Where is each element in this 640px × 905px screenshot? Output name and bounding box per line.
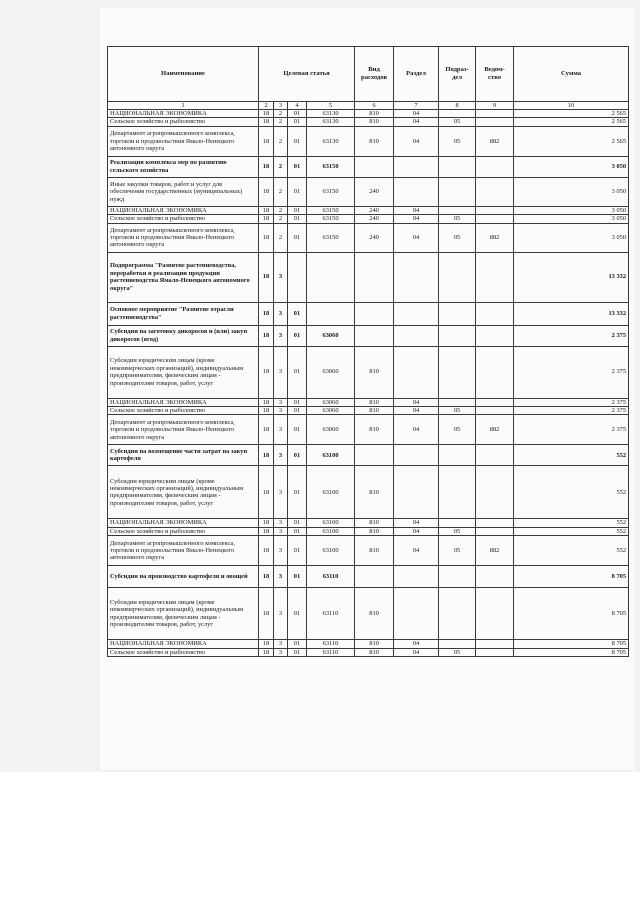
cell-section: 04 [394, 527, 439, 535]
cell-code-direction: 63110 [307, 588, 355, 640]
cell-code-subprogram: 2 [274, 156, 288, 177]
cell-row-name: НАЦИОНАЛЬНАЯ ЭКОНОМИКА [108, 206, 259, 214]
cell-subsection: 05 [439, 118, 476, 126]
cell-code-program: 18 [259, 156, 274, 177]
cell-subsection [439, 588, 476, 640]
cell-department: 882 [476, 126, 514, 156]
cell-department [476, 466, 514, 519]
cell-code-direction: 63150 [307, 223, 355, 252]
cell-code-event: 01 [288, 398, 307, 406]
cell-department [476, 252, 514, 302]
cell-subsection [439, 519, 476, 527]
table-row [108, 223, 629, 252]
cell-code-subprogram: 3 [274, 527, 288, 535]
cell-code-event: 01 [288, 177, 307, 206]
cell-expense-type: 810 [355, 536, 394, 566]
cell-section [394, 302, 439, 325]
cell-department: 882 [476, 536, 514, 566]
cell-sum: 13 332 [514, 302, 629, 325]
cell-sum: 2 565 [514, 118, 629, 126]
cell-department [476, 156, 514, 177]
table-row [108, 415, 629, 445]
cell-sum: 2 565 [514, 110, 629, 118]
cell-section: 04 [394, 407, 439, 415]
cell-section: 04 [394, 536, 439, 566]
cell-expense-type: 810 [355, 415, 394, 445]
cell-code-direction: 63150 [307, 206, 355, 214]
cell-row-name: Департамент агропромышленного комплекса, торговли и продовольствия Ямало-Ненецкого автономного округа [108, 126, 259, 156]
cell-department: 882 [476, 223, 514, 252]
cell-code-subprogram: 2 [274, 206, 288, 214]
cell-code-program: 18 [259, 445, 274, 466]
table-row [108, 398, 629, 406]
cell-row-name: НАЦИОНАЛЬНАЯ ЭКОНОМИКА [108, 519, 259, 527]
cell-row-name: Сельское хозяйство и рыболовство [108, 648, 259, 656]
cell-code-program: 18 [259, 566, 274, 588]
cell-row-name: Подпрограмма "Развитие растениеводства, переработки и реализации продукции растениеводства Ямало-Ненецкого автономного округа" [108, 252, 259, 302]
table-row [108, 588, 629, 640]
cell-code-program: 18 [259, 407, 274, 415]
cell-code-direction: 63130 [307, 118, 355, 126]
cell-code-event: 01 [288, 156, 307, 177]
cell-code-event: 01 [288, 325, 307, 346]
cell-code-direction [307, 252, 355, 302]
cell-code-subprogram: 3 [274, 445, 288, 466]
cell-expense-type [355, 252, 394, 302]
cell-row-name: Сельское хозяйство и рыболовство [108, 215, 259, 223]
cell-code-program: 18 [259, 536, 274, 566]
cell-code-event: 01 [288, 302, 307, 325]
cell-row-name: Департамент агропромышленного комплекса, торговли и продовольствия Ямало-Ненецкого автономного округа [108, 415, 259, 445]
cell-sum: 552 [514, 445, 629, 466]
header-row [108, 47, 629, 102]
cell-department [476, 588, 514, 640]
cell-row-name: НАЦИОНАЛЬНАЯ ЭКОНОМИКА [108, 640, 259, 648]
cell-subsection [439, 398, 476, 406]
header-section: Раздел [394, 47, 439, 102]
cell-sum: 13 332 [514, 252, 629, 302]
cell-subsection [439, 445, 476, 466]
cell-row-name: Субсидии на заготовку дикоросов и (или) закуп дикоросов (ягод) [108, 325, 259, 346]
cell-subsection: 05 [439, 648, 476, 656]
cell-code-direction: 63100 [307, 519, 355, 527]
cell-code-event: 01 [288, 640, 307, 648]
cell-code-subprogram: 3 [274, 466, 288, 519]
cell-department: 882 [476, 415, 514, 445]
cell-sum: 2 375 [514, 415, 629, 445]
cell-department [476, 407, 514, 415]
cell-code-direction: 63150 [307, 215, 355, 223]
cell-sum: 3 050 [514, 223, 629, 252]
cell-row-name: НАЦИОНАЛЬНАЯ ЭКОНОМИКА [108, 110, 259, 118]
table-row [108, 640, 629, 648]
cell-code-direction: 63110 [307, 648, 355, 656]
cell-row-name: Сельское хозяйство и рыболовство [108, 118, 259, 126]
cell-code-subprogram: 3 [274, 648, 288, 656]
cell-expense-type [355, 445, 394, 466]
table-row [108, 118, 629, 126]
cell-row-name: Сельское хозяйство и рыболовство [108, 407, 259, 415]
cell-code-subprogram: 2 [274, 126, 288, 156]
cell-section [394, 177, 439, 206]
table-row [108, 156, 629, 177]
cell-subsection: 05 [439, 223, 476, 252]
cell-subsection [439, 325, 476, 346]
column-number: 3 [274, 102, 288, 110]
column-number: 8 [439, 102, 476, 110]
cell-code-event: 01 [288, 519, 307, 527]
cell-section [394, 588, 439, 640]
cell-sum: 3 050 [514, 156, 629, 177]
cell-section: 04 [394, 223, 439, 252]
header-department: Ведом-ство [476, 47, 514, 102]
cell-section [394, 252, 439, 302]
cell-code-event: 01 [288, 223, 307, 252]
cell-code-program: 18 [259, 648, 274, 656]
cell-sum: 2 375 [514, 407, 629, 415]
cell-code-direction: 63060 [307, 346, 355, 398]
cell-section [394, 156, 439, 177]
cell-code-program: 18 [259, 588, 274, 640]
column-number-row [108, 102, 629, 110]
cell-code-event: 01 [288, 648, 307, 656]
column-number: 7 [394, 102, 439, 110]
cell-code-subprogram: 3 [274, 407, 288, 415]
cell-expense-type: 240 [355, 206, 394, 214]
cell-code-program: 18 [259, 110, 274, 118]
cell-code-subprogram: 3 [274, 302, 288, 325]
cell-code-direction: 63060 [307, 407, 355, 415]
cell-section [394, 346, 439, 398]
cell-row-name: Субсидии на производство картофеля и овощей [108, 566, 259, 588]
table-row [108, 536, 629, 566]
cell-code-subprogram: 3 [274, 519, 288, 527]
budget-table [107, 46, 629, 657]
cell-code-program: 18 [259, 126, 274, 156]
cell-code-direction: 63130 [307, 126, 355, 156]
cell-section [394, 566, 439, 588]
cell-code-subprogram: 3 [274, 588, 288, 640]
cell-row-name: Департамент агропромышленного комплекса, торговли и продовольствия Ямало-Ненецкого автономного округа [108, 223, 259, 252]
cell-expense-type: 810 [355, 346, 394, 398]
cell-expense-type [355, 302, 394, 325]
cell-row-name: Иные закупки товаров, работ и услуг для обеспечения государственных (муниципальных) нужд [108, 177, 259, 206]
column-number: 1 [108, 102, 259, 110]
cell-expense-type: 810 [355, 648, 394, 656]
table-row [108, 519, 629, 527]
cell-row-name: НАЦИОНАЛЬНАЯ ЭКОНОМИКА [108, 398, 259, 406]
table-row [108, 566, 629, 588]
cell-code-direction: 63150 [307, 177, 355, 206]
cell-sum: 552 [514, 536, 629, 566]
cell-code-program: 18 [259, 325, 274, 346]
cell-expense-type: 810 [355, 640, 394, 648]
cell-expense-type: 810 [355, 466, 394, 519]
cell-code-direction: 63100 [307, 445, 355, 466]
cell-code-program: 18 [259, 206, 274, 214]
cell-department [476, 110, 514, 118]
cell-department [476, 398, 514, 406]
cell-section [394, 325, 439, 346]
cell-department [476, 118, 514, 126]
cell-code-direction: 63100 [307, 527, 355, 535]
cell-code-direction: 63060 [307, 398, 355, 406]
cell-code-program: 18 [259, 466, 274, 519]
cell-sum: 2 375 [514, 346, 629, 398]
table-row [108, 206, 629, 214]
cell-code-subprogram: 2 [274, 177, 288, 206]
cell-code-program: 18 [259, 223, 274, 252]
cell-section: 04 [394, 118, 439, 126]
cell-code-program: 18 [259, 302, 274, 325]
cell-expense-type: 810 [355, 407, 394, 415]
cell-section: 04 [394, 519, 439, 527]
cell-code-program: 18 [259, 118, 274, 126]
cell-code-subprogram: 3 [274, 398, 288, 406]
table-body [108, 110, 629, 657]
table-row [108, 346, 629, 398]
table-row [108, 215, 629, 223]
cell-subsection: 05 [439, 407, 476, 415]
cell-code-program: 18 [259, 640, 274, 648]
cell-code-program: 18 [259, 346, 274, 398]
cell-expense-type: 810 [355, 519, 394, 527]
cell-code-program: 18 [259, 415, 274, 445]
cell-code-event: 01 [288, 407, 307, 415]
table-row [108, 407, 629, 415]
cell-subsection [439, 566, 476, 588]
cell-code-subprogram: 3 [274, 640, 288, 648]
cell-code-event: 01 [288, 466, 307, 519]
cell-row-name: Субсидии на возмещение части затрат на закуп картофеля [108, 445, 259, 466]
cell-department [476, 206, 514, 214]
cell-subsection: 05 [439, 126, 476, 156]
cell-sum: 8 705 [514, 566, 629, 588]
cell-code-direction: 63150 [307, 156, 355, 177]
cell-code-subprogram: 2 [274, 223, 288, 252]
cell-code-event: 01 [288, 126, 307, 156]
cell-section [394, 466, 439, 519]
cell-subsection [439, 177, 476, 206]
table-row [108, 648, 629, 656]
cell-subsection: 05 [439, 215, 476, 223]
cell-code-direction: 63110 [307, 640, 355, 648]
cell-subsection [439, 346, 476, 398]
header-target-article: Целевая статья [259, 47, 355, 102]
cell-sum: 2 565 [514, 126, 629, 156]
table-row [108, 325, 629, 346]
cell-code-subprogram: 2 [274, 110, 288, 118]
cell-sum: 552 [514, 527, 629, 535]
table-row [108, 177, 629, 206]
cell-subsection [439, 640, 476, 648]
table-row [108, 302, 629, 325]
cell-sum: 2 375 [514, 325, 629, 346]
cell-subsection: 05 [439, 527, 476, 535]
cell-code-program: 18 [259, 527, 274, 535]
cell-code-event: 01 [288, 415, 307, 445]
cell-code-subprogram: 3 [274, 252, 288, 302]
cell-sum: 8 705 [514, 648, 629, 656]
cell-department [476, 177, 514, 206]
cell-code-direction: 63110 [307, 566, 355, 588]
cell-sum: 3 050 [514, 206, 629, 214]
cell-sum: 552 [514, 466, 629, 519]
cell-code-event: 01 [288, 118, 307, 126]
cell-subsection [439, 206, 476, 214]
cell-code-event: 01 [288, 206, 307, 214]
cell-code-direction: 63060 [307, 415, 355, 445]
cell-department [476, 640, 514, 648]
cell-subsection [439, 466, 476, 519]
cell-sum: 3 050 [514, 177, 629, 206]
cell-row-name: Субсидии юридическим лицам (кроме некоммерческих организаций), индивидуальным предпринимателям, физическим лицам - производителям товаров, работ, услуг [108, 466, 259, 519]
cell-code-event: 01 [288, 445, 307, 466]
cell-row-name: Реализация комплекса мер по развитию сельского хозяйства [108, 156, 259, 177]
cell-code-event: 01 [288, 566, 307, 588]
cell-subsection: 05 [439, 536, 476, 566]
table-row [108, 252, 629, 302]
cell-subsection [439, 110, 476, 118]
cell-section: 04 [394, 215, 439, 223]
header-expense-type: Вид расходов [355, 47, 394, 102]
column-number: 10 [514, 102, 629, 110]
cell-subsection: 05 [439, 415, 476, 445]
cell-expense-type: 810 [355, 118, 394, 126]
table-row [108, 110, 629, 118]
cell-expense-type: 240 [355, 223, 394, 252]
cell-row-name: Субсидии юридическим лицам (кроме некоммерческих организаций), индивидуальным предпринимателям, физическим лицам - производителям товаров, работ, услуг [108, 588, 259, 640]
table-row [108, 527, 629, 535]
cell-code-event: 01 [288, 215, 307, 223]
cell-department [476, 648, 514, 656]
cell-section: 04 [394, 126, 439, 156]
cell-code-program: 18 [259, 252, 274, 302]
cell-code-program: 18 [259, 519, 274, 527]
cell-department [476, 445, 514, 466]
cell-code-event: 01 [288, 536, 307, 566]
cell-code-event: 01 [288, 588, 307, 640]
cell-code-event [288, 252, 307, 302]
cell-expense-type: 810 [355, 126, 394, 156]
cell-expense-type: 240 [355, 177, 394, 206]
column-number: 9 [476, 102, 514, 110]
cell-expense-type: 810 [355, 398, 394, 406]
cell-department [476, 527, 514, 535]
table-row [108, 466, 629, 519]
cell-expense-type: 240 [355, 215, 394, 223]
cell-expense-type: 810 [355, 527, 394, 535]
cell-department [476, 302, 514, 325]
cell-department [476, 566, 514, 588]
cell-subsection [439, 252, 476, 302]
cell-code-event: 01 [288, 110, 307, 118]
column-number: 4 [288, 102, 307, 110]
cell-section: 04 [394, 640, 439, 648]
header-subsection: Подраз-дел [439, 47, 476, 102]
cell-code-program: 18 [259, 177, 274, 206]
cell-section: 04 [394, 110, 439, 118]
cell-code-event: 01 [288, 527, 307, 535]
cell-department [476, 519, 514, 527]
cell-expense-type [355, 156, 394, 177]
table-row [108, 445, 629, 466]
cell-code-subprogram: 3 [274, 415, 288, 445]
cell-code-subprogram: 2 [274, 118, 288, 126]
column-number: 5 [307, 102, 355, 110]
cell-code-subprogram: 3 [274, 346, 288, 398]
cell-sum: 552 [514, 519, 629, 527]
cell-code-subprogram: 3 [274, 536, 288, 566]
cell-section: 04 [394, 206, 439, 214]
cell-code-event: 01 [288, 346, 307, 398]
header-sum: Сумма [514, 47, 629, 102]
cell-code-direction [307, 302, 355, 325]
table-row [108, 126, 629, 156]
cell-expense-type [355, 325, 394, 346]
cell-sum: 2 375 [514, 398, 629, 406]
cell-code-subprogram: 3 [274, 325, 288, 346]
cell-subsection [439, 156, 476, 177]
cell-code-program: 18 [259, 398, 274, 406]
cell-code-direction: 63060 [307, 325, 355, 346]
cell-expense-type: 810 [355, 588, 394, 640]
cell-code-subprogram: 2 [274, 215, 288, 223]
header-name: Наименование [108, 47, 259, 102]
cell-expense-type [355, 566, 394, 588]
cell-expense-type: 810 [355, 110, 394, 118]
cell-section: 04 [394, 415, 439, 445]
cell-code-direction: 63130 [307, 110, 355, 118]
cell-row-name: Основное мероприятие "Развитие отрасли растениеводства" [108, 302, 259, 325]
cell-section: 04 [394, 648, 439, 656]
cell-row-name: Субсидии юридическим лицам (кроме некоммерческих организаций), индивидуальным предпринимателям, физическим лицам - производителям товаров, работ, услуг [108, 346, 259, 398]
cell-sum: 3 050 [514, 215, 629, 223]
column-number: 6 [355, 102, 394, 110]
cell-section: 04 [394, 398, 439, 406]
cell-code-program: 18 [259, 215, 274, 223]
column-number: 2 [259, 102, 274, 110]
cell-department [476, 215, 514, 223]
cell-code-direction: 63100 [307, 466, 355, 519]
cell-subsection [439, 302, 476, 325]
cell-code-subprogram: 3 [274, 566, 288, 588]
cell-section [394, 445, 439, 466]
cell-sum: 8 705 [514, 640, 629, 648]
cell-code-direction: 63100 [307, 536, 355, 566]
cell-row-name: Сельское хозяйство и рыболовство [108, 527, 259, 535]
cell-sum: 8 705 [514, 588, 629, 640]
cell-department [476, 325, 514, 346]
cell-row-name: Департамент агропромышленного комплекса, торговли и продовольствия Ямало-Ненецкого автономного округа [108, 536, 259, 566]
cell-department [476, 346, 514, 398]
table-header [108, 47, 629, 110]
